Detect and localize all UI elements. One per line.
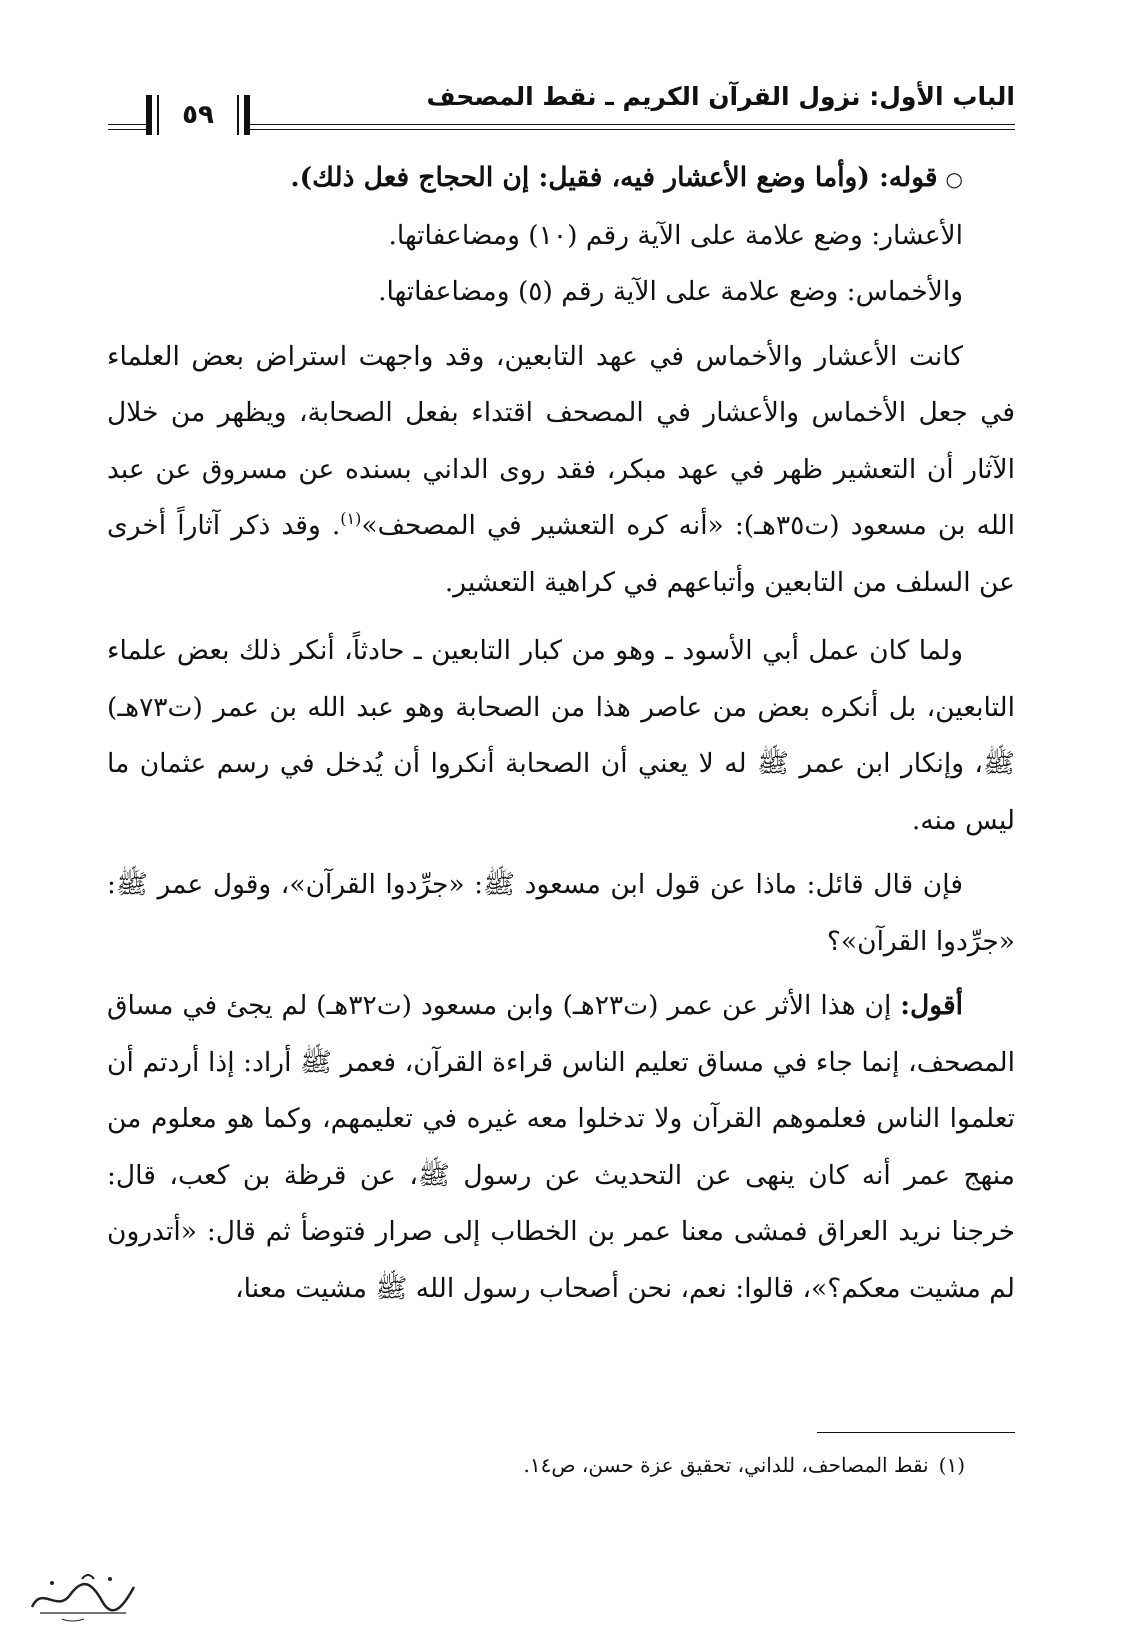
- footnote-text: نقط المصاحف، للداني، تحقيق عزة حسن، ص١٤.: [523, 1453, 929, 1477]
- header-rule-left-bottom: [108, 129, 146, 130]
- page-number: ٥٩: [182, 100, 214, 130]
- paragraph-text: (وأما وضع الأعشار فيه، فقيل: إن الحجاج فعل ذلك).: [290, 162, 880, 193]
- footnote-separator: [817, 1432, 1015, 1433]
- footnote-item: [265, 1450, 965, 1480]
- paragraph-question: فإن قال قائل: ماذا عن قول ابن مسعود ﷺ: «جرِّدوا القرآن»، وقول عمر ﷺ: «جرِّدوا القرآن»؟: [107, 869, 1015, 957]
- paragraph-answer: [107, 978, 1015, 1317]
- paragraph-text: كانت الأعشار والأخماس في عهد التابعين، وقد واجهت استراض بعض العلماء في جعل الأخماس والأعشار في المصحف اقتداء بفعل الصحابة، ويظهر من خلال الآثار أن التعشير ظهر في عهد مبكر، فقد روى الداني بسنده عن مسروق عن عبد الله بن مسعود (ت٣٥هـ): «أنه كره التعشير في المصحف»: [107, 340, 1015, 541]
- publisher-logo: [22, 1565, 142, 1625]
- page-number-frame: [146, 95, 250, 135]
- paragraph-quote: [107, 150, 1015, 208]
- footnote-reference[interactable]: (١): [340, 509, 362, 529]
- header-rule-bottom: [250, 129, 1015, 130]
- paragraph-abu-aswad: ولما كان عمل أبي الأسود ـ وهو من كبار التابعين ـ حادثاً، أنكر ذلك بعض علماء التابعين، بل أنكره بعض من عاصر هذا من الصحابة وهو عبد الله بن عمر (ت٧٣هـ) ﷺ، وإنكار ابن عمر ﷺ له لا يعني أن الصحابة أنكروا أن يُدخل في رسم عثمان ما ليس منه.: [107, 635, 1015, 836]
- running-title: الباب الأول: نزول القرآن الكريم ـ نقط المصحف: [426, 82, 1015, 111]
- paragraph-definition-tens: الأعشار: وضع علامة على الآية رقم (١٠) ومضاعفاتها.: [388, 219, 963, 251]
- header-rule-left-top: [108, 124, 146, 125]
- circle-bullet-icon: ○: [945, 167, 963, 191]
- header-rule-top: [250, 124, 1015, 125]
- paragraph-text: إن هذا الأثر عن عمر (ت٢٣هـ) وابن مسعود (ت٣٢هـ) لم يجئ في مساق المصحف، إنما جاء في مساق تعليم الناس قراءة القرآن، فعمر ﷺ أراد: إذا أردتم أن تعلموا الناس فعلموهم القرآن ولا تدخلوا معه غيره في تعليمهم، وكما هو معلوم من منهج عمر أنه كان ينهى عن التحديث عن رسول ﷺ، عن قرظة بن كعب، قال: خرجنا نريد العراق فمشى معنا عمر بن الخطاب إلى صرار فتوضأ ثم قال: «أتدرون لم مشيت معكم؟»، قالوا: نعم، نحن أصحاب رسول الله ﷺ مشيت معنا،: [107, 990, 1015, 1304]
- paragraph-lead: قوله:: [879, 162, 938, 193]
- paragraph-history: [107, 329, 1015, 612]
- calligraphy-logo-icon: [22, 1565, 142, 1625]
- paragraph-lead: أقول:: [900, 990, 964, 1021]
- footnote-number: (١): [938, 1453, 965, 1477]
- paragraph-definition-fives: والأخماس: وضع علامة على الآية رقم (٥) ومضاعفاتها.: [378, 276, 963, 307]
- main-text: [107, 150, 1015, 1317]
- paragraph-text-continued: . وقد ذكر آثاراً أخرى عن السلف من التابعين وأتباعهم في كراهية التعشير.: [107, 510, 1015, 598]
